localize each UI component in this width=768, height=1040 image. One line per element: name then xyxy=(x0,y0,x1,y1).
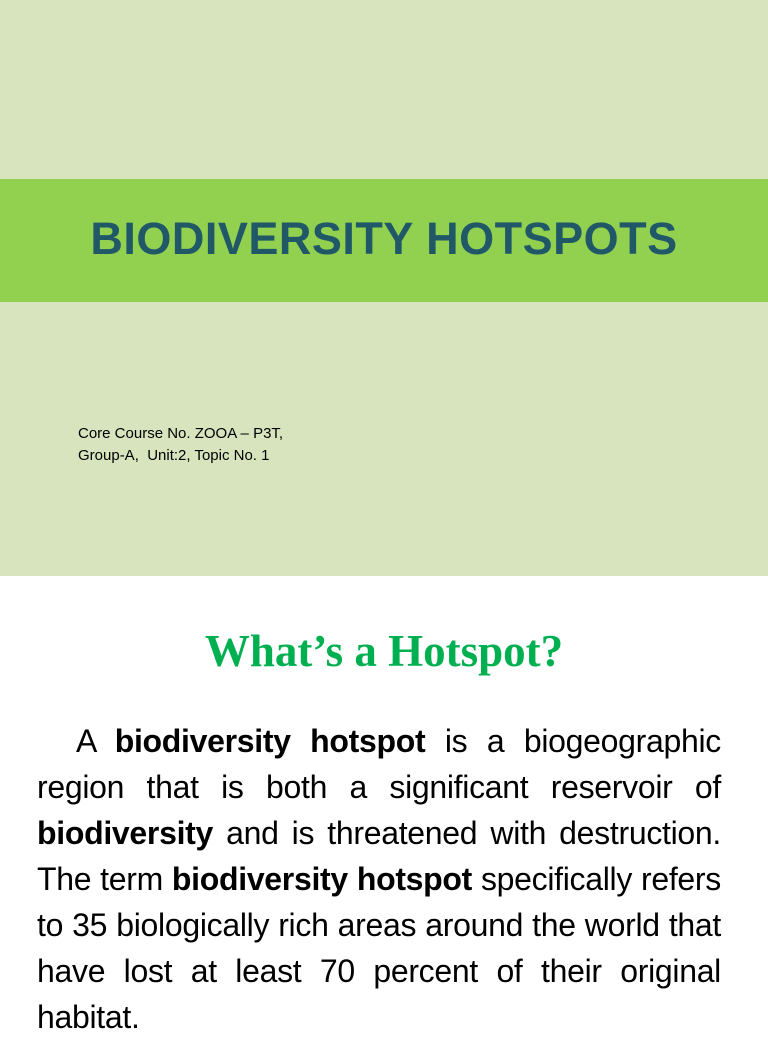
bold-term: biodiversity hotspot xyxy=(114,723,426,759)
subtitle-line-group: Group-A, Unit:2, Topic No. 1 xyxy=(78,447,270,464)
definition-paragraph xyxy=(37,718,721,1040)
slide-heading: What’s a Hotspot? xyxy=(204,626,564,676)
paragraph-text: and is threatened with destruction. The term xyxy=(37,815,721,897)
paragraph-text: is a biogeographic region that is both a significant reservoir of xyxy=(37,723,721,805)
bold-term: biodiversity hotspot xyxy=(171,861,473,897)
title-band xyxy=(0,179,768,302)
paragraph-text: A xyxy=(37,723,115,759)
content-slide xyxy=(0,576,768,1035)
slide-title: BIODIVERSITY HOTSPOTS xyxy=(90,212,678,264)
course-subtitle xyxy=(78,423,283,467)
bold-term: biodiversity xyxy=(37,815,214,851)
paragraph-text: specifically refers to 35 biologically rich areas around the world that have lost at least 70 percent of their original habitat. xyxy=(37,861,721,1035)
subtitle-line-course: Core Course No. ZOOA – P3T, xyxy=(78,425,284,442)
